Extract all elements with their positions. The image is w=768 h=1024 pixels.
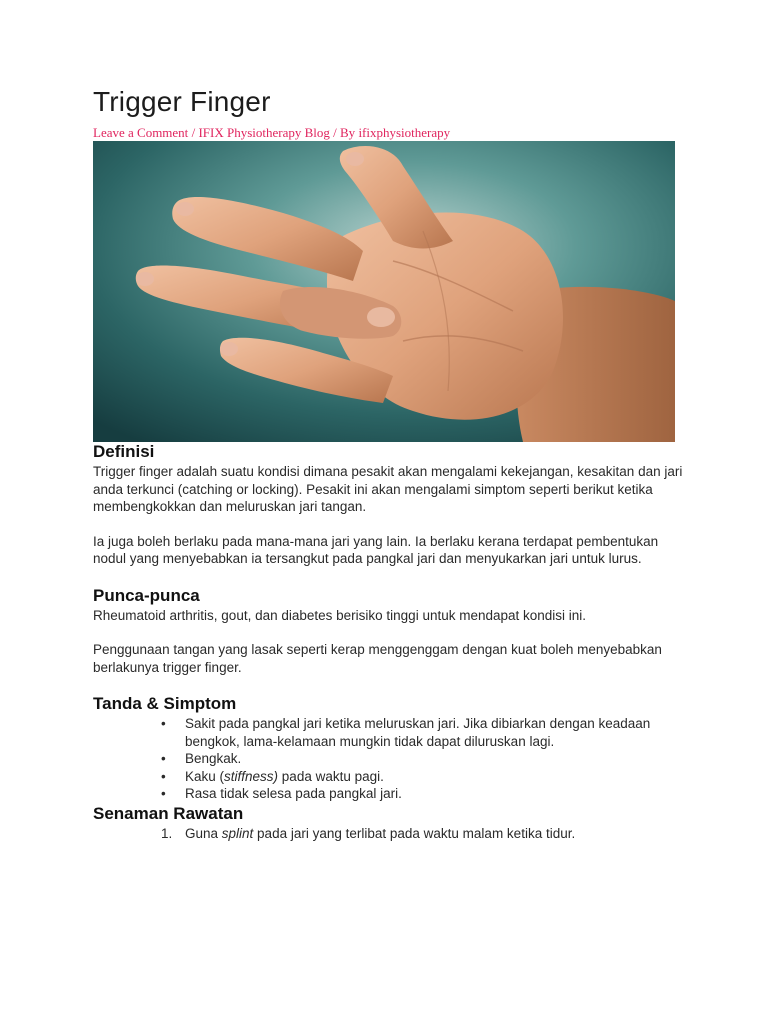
symptom-list (93, 715, 683, 803)
list-item (93, 825, 683, 843)
leave-comment-link[interactable]: Leave a Comment (93, 125, 189, 140)
number-marker: 1. (161, 825, 173, 841)
heading-senaman-rawatan: Senaman Rawatan (93, 803, 244, 823)
category-link[interactable]: IFIX Physiotherapy Blog (198, 125, 330, 140)
meta-separator: / (188, 125, 199, 140)
symptom-text-emphasis: stiffness) (224, 768, 279, 784)
heading-punca: Punca-punca (93, 585, 200, 605)
definisi-paragraph-1: Trigger finger adalah suatu kondisi dimana pesakit akan mengalami kekejangan, kesakitan dan jari anda terkunci (catching or locking). Pesakit ini akan mengalami simptom seperti berikut ketika membengkokkan dan meluruskan jari tangan. (93, 464, 683, 514)
punca-paragraph-2: Penggunaan tangan yang lasak seperti kerap menggenggam dengan kuat boleh menyebabkan berlakunya trigger finger. (93, 642, 662, 675)
bullet-marker: • (161, 786, 166, 801)
list-item (93, 715, 683, 750)
bullet-marker: • (161, 751, 166, 766)
symptom-text-pre: Kaku ( (185, 768, 225, 784)
hero-image-trigger-finger-hand (93, 141, 675, 442)
bullet-marker: • (161, 768, 166, 784)
list-item (93, 785, 683, 803)
treatment-text-pre: Guna (185, 825, 222, 841)
treatment-list (93, 825, 683, 843)
bullet-marker: • (161, 716, 166, 731)
post-meta (93, 125, 450, 141)
article-title: Trigger Finger (93, 86, 271, 117)
treatment-text-emphasis: splint (221, 825, 254, 841)
heading-tanda-simptom: Tanda & Simptom (93, 694, 237, 713)
symptom-text: Bengkak. (185, 751, 242, 766)
heading-definisi: Definisi (93, 442, 155, 461)
symptom-text-post: pada waktu pagi. (278, 768, 384, 784)
punca-paragraph-1: Rheumatoid arthritis, gout, dan diabetes berisiko tinggi untuk mendapat kondisi ini. (93, 607, 587, 623)
author-link[interactable]: ifixphysiotherapy (358, 125, 451, 140)
symptom-text: Rasa tidak selesa pada pangkal jari. (185, 786, 402, 801)
treatment-text-post: pada jari yang terlibat pada waktu malam ketika tidur. (253, 825, 576, 841)
meta-separator-by: / By (329, 125, 359, 140)
list-item (93, 750, 683, 768)
symptom-text: Sakit pada pangkal jari ketika meluruskan jari. Jika dibiarkan dengan keadaan bengkok, lama-kelamaan mungkin tidak dapat diluruskan lagi. (185, 716, 651, 749)
list-item (93, 768, 683, 786)
definisi-paragraph-2: Ia juga boleh berlaku pada mana-mana jari yang lain. Ia berlaku kerana terdapat pembentukan nodul yang menyebabkan ia tersangkut pada pangkal jari dan menyukarkan jari untuk lurus. (93, 533, 659, 566)
article-content (93, 441, 683, 842)
